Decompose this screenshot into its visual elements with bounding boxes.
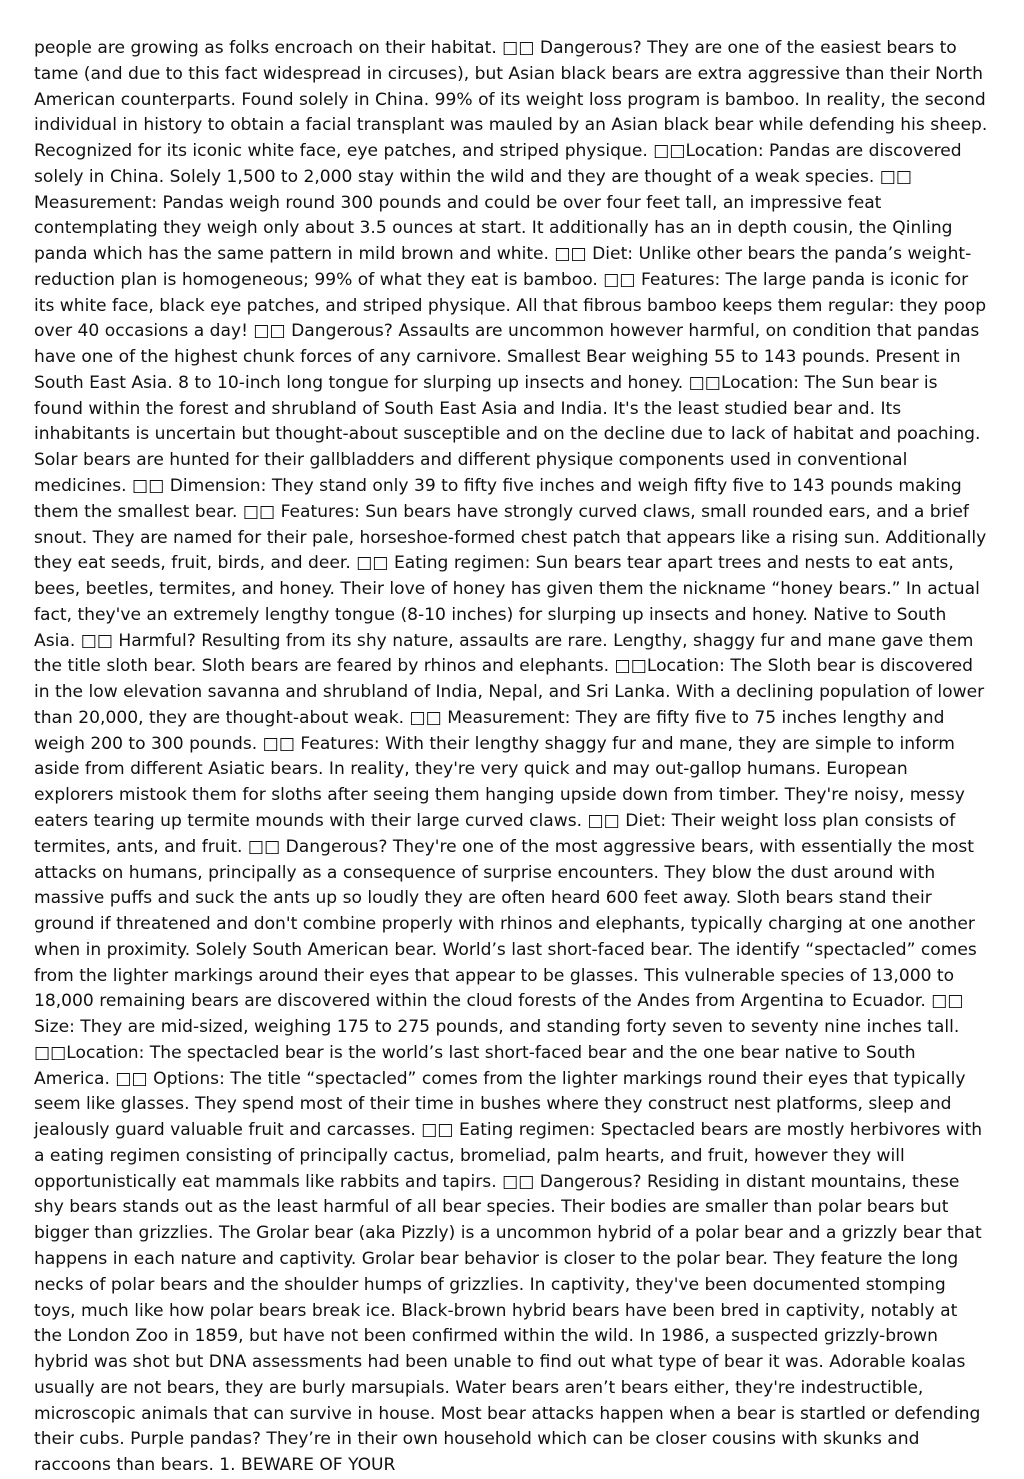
article-body-text: people are growing as folks encroach on their habitat. □□ Dangerous? They are one of the easiest bears to tame (and due to this fact widespread in circuses), but Asian black bears are extra aggressive than their North American counterparts. Found solely in China. 99% of its weight loss program is bamboo. In reality, the second individual in history to obtain a facial transplant was mauled by an Asian black bear while defending his sheep. Recognized for its iconic white face, eye patches, and striped physique. □□Location: Pandas are discovered solely in China. Solely 1,500 to 2,000 stay within the wild and they are thought of a weak species. □□ Measurement: Pandas weigh round 300 pounds and could be over four feet tall, an impressive feat contemplating they weigh only about 3.5 ounces at start. It additionally has an in depth cousin, the Qinling panda which has the same pattern in mild brown and white. □□ Diet: Unlike other bears the panda’s weight-reduction plan is homogeneous; 99% of what they eat is bamboo. □□ Features: The large panda is iconic for its white face, black eye patches, and striped physique. All that fibrous bamboo keeps them regular: they poop over 40 occasions a day! □□ Dangerous? Assaults are uncommon however harmful, on condition that pandas have one of the highest chunk forces of any carnivore. Smallest Bear weighing 55 to 143 pounds. Present in South East Asia. 8 to 10-inch long tongue for slurping up insects and honey. □□Location: The Sun bear is found within the forest and shrubland of South East Asia and India. It's the least studied bear and. Its inhabitants is uncertain but thought-about susceptible and on the decline due to lack of habitat and poaching. Solar bears are hunted for their gallbladders and different physique components used in conventional medicines. □□ Dimension: They stand only 39 to fifty five inches and weigh fifty five to 143 pounds making them the smallest bear. □□ Features: Sun bears have strongly curved claws, small rounded ears, and a brief snout. They are named for their pale, horseshoe-formed chest patch that appears like a rising sun. Additionally they eat seeds, fruit, birds, and deer. □□ Eating regimen: Sun bears tear apart trees and nests to eat ants, bees, beetles, termites, and honey. Their love of honey has given them the nickname “honey bears.” In actual fact, they've an extremely lengthy tongue (8-10 inches) for slurping up insects and honey. Native to South Asia. □□ Harmful? Resulting from its shy nature, assaults are rare. Lengthy, shaggy fur and mane gave them the title sloth bear. Sloth bears are feared by rhinos and elephants. □□Location: The Sloth bear is discovered in the low elevation savanna and shrubland of India, Nepal, and Sri Lanka. With a declining population of lower than 20,000, they are thought-about weak. □□ Measurement: They are fifty five to 75 inches lengthy and weigh 200 to 300 pounds. □□ Features: With their lengthy shaggy fur and mane, they are simple to inform aside from different Asiatic bears. In reality, they're very quick and may out-gallop humans. European explorers mistook them for sloths after seeing them hanging upside down from timber. They're noisy, messy eaters tearing up termite mounds with their large curved claws. □□ Diet: Their weight loss plan consists of termites, ants, and fruit. □□ Dangerous? They're one of the most aggressive bears, with essentially the most attacks on humans, principally as a consequence of surprise encounters. They blow the dust around with massive puffs and suck the ants up so loudly they are often heard 600 feet away. Sloth bears stand their ground if threatened and don't combine properly with rhinos and elephants, typically charging at one another when in proximity. Solely South American bear. World’s last short-faced bear. The identify “spectacled” comes from the lighter markings around their eyes that appear to be glasses. This vulnerable species of 13,000 to 18,000 remaining bears are discovered within the cloud forests of the Andes from Argentina to Ecuador. □□ Size: They are mid-sized, weighing 175 to 275 pounds, and standing forty seven to seventy nine inches tall. □□Location: The spectacled bear is the world’s last short-faced bear and the one bear native to South America. □□ Options: The title “spectacled” comes from the lighter markings round their eyes that typically seem like glasses. They spend most of their time in bushes where they construct nest platforms, sleep and jealously guard valuable fruit and carcasses. □□ Eating regimen: Spectacled bears are mostly herbivores with a eating regimen consisting of principally cactus, bromeliad, palm hearts, and fruit, however they will opportunistically eat mammals like rabbits and tapirs. □□ Dangerous? Residing in distant mountains, these shy bears stands out as the least harmful of all bear species. Their bodies are smaller than polar bears but bigger than grizzlies. The Grolar bear (aka Pizzly) is a uncommon hybrid of a polar bear and a grizzly bear that happens in each nature and captivity. Grolar bear behavior is closer to the polar bear. They feature the long necks of polar bears and the shoulder humps of grizzlies. In captivity, they've been documented stomping toys, much like how polar bears break ice. Black-brown hybrid bears have been bred in captivity, notably at the London Zoo in 1859, but have not been confirmed within the wild. In 1986, a suspected grizzly-brown hybrid was shot but DNA assessments had been unable to find out what type of bear it was. Adorable koalas usually are not bears, they are burly marsupials. Water bears aren’t bears either, they're indestructible, microscopic animals that can survive in house. Most bear attacks happen when a bear is startled or defending their cubs. Purple pandas? They’re in their own household which can be closer cousins with skunks and raccoons than bears. 1. BEWARE OF YOUR bbox=[34, 38, 988, 1476]
